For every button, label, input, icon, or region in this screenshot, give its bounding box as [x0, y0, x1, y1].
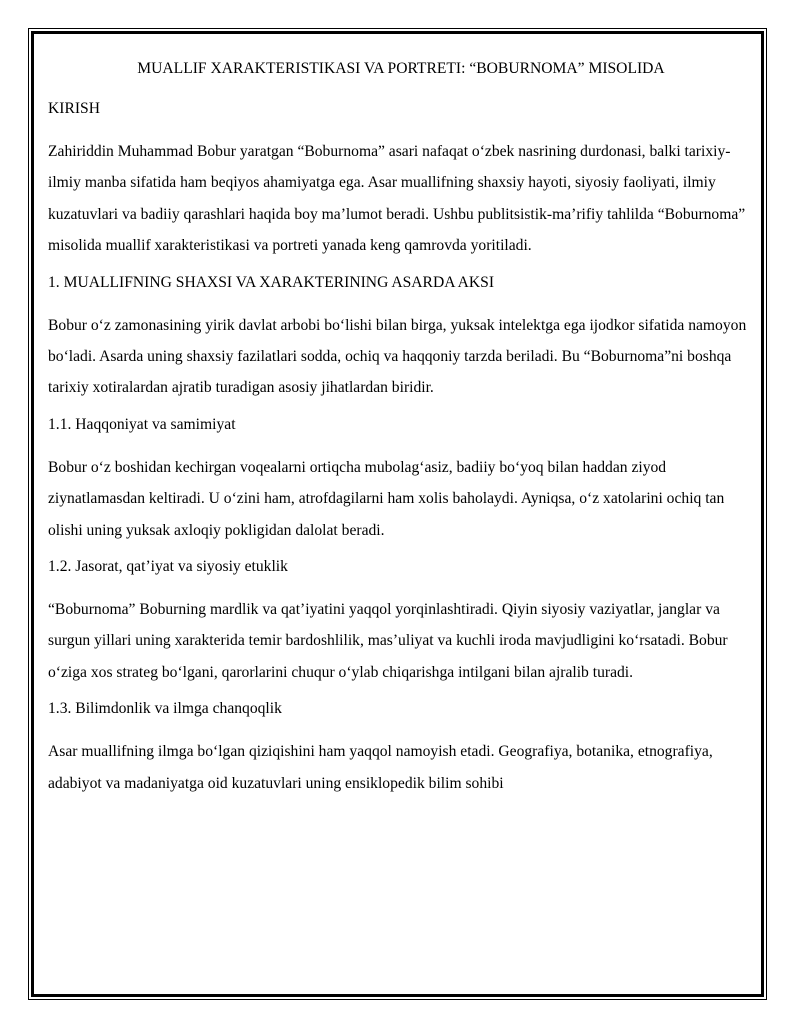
subsection-heading-1-2: 1.2. Jasorat, qat’iyat va siyosiy etuklik — [48, 558, 288, 576]
paragraph-section-1-1: Bobur o‘z boshidan kechirgan voqealarni ortiqcha mubolag‘asiz, badiiy bo‘yoq bilan haddan ziyod ziynatlamasdan keltiradi. U o‘zini ham, atrofdagilarni ham xolis baholaydi. Ayniqsa, o‘z xatolarini ochiq tan olishi uning yuksak axloqiy pokligidan dalolat beradi. — [48, 458, 725, 539]
paragraph-introduction: Zahiriddin Muhammad Bobur yaratgan “Boburnoma” asari nafaqat o‘zbek nasrining durdonasi, balki tarixiy-ilmiy manba sifatida ham beqiyos ahamiyatga ega. Asar muallifning shaxsiy hayoti, siyosiy faoliyati, ilmiy kuzatuvlari va badiiy qarashlari haqida boy ma’lumot beradi. Ushbu publitsistik-ma’rifiy tahlilda “Boburnoma” misolida muallif xarakteristikasi va portreti yanada keng qamrovda yoritiladi. — [48, 143, 746, 255]
paragraph-section-1-2: “Boburnoma” Boburning mardlik va qat’iyatini yaqqol yorqinlashtiradi. Qiyin siyosiy vaziyatlar, janglar va surgun yillari uning xarakterida temir bardoshlilik, mas’uliyat va kuchli iroda mavjudligini ko‘rsatadi. Bobur o‘ziga xos strateg bo‘lgani, qarorlarini chuqur o‘ylab chiqarishga intilgani bilan ajralib turadi. — [48, 601, 728, 681]
section-heading-1: 1. MUALLIFNING SHAXSI VA XARAKTERINING ASARDA AKSI — [48, 273, 495, 291]
document-body — [48, 56, 754, 799]
subsection-heading-1-1: 1.1. Haqqoniyat va samimiyat — [48, 415, 236, 433]
subsection-heading-1-3: 1.3. Bilimdonlik va ilmga chanqoqlik — [48, 700, 282, 718]
section-heading-introduction: KIRISH — [48, 100, 100, 117]
paragraph-section-1-3: Asar muallifning ilmga bo‘lgan qiziqishini ham yaqqol namoyish etadi. Geografiya, botanika, etnografiya, adabiyot va madaniyatga oid kuzatuvlari uning ensiklopedik bilim sohibi — [48, 743, 713, 792]
document-title: MUALLIF XARAKTERISTIKASI VA PORTRETI: “BOBURNOMA” MISOLIDA — [137, 60, 665, 77]
paragraph-section-1: Bobur o‘z zamonasining yirik davlat arbobi bo‘lishi bilan birga, yuksak intelektga ega ijodkor sifatida namoyon bo‘ladi. Asarda uning shaxsiy fazilatlari sodda, ochiq va haqqoniy tarzda beriladi. Bu “Boburnoma”ni boshqa tarixiy xotiralardan ajratib turadigan asosiy jihatlardan biridir. — [48, 316, 747, 397]
